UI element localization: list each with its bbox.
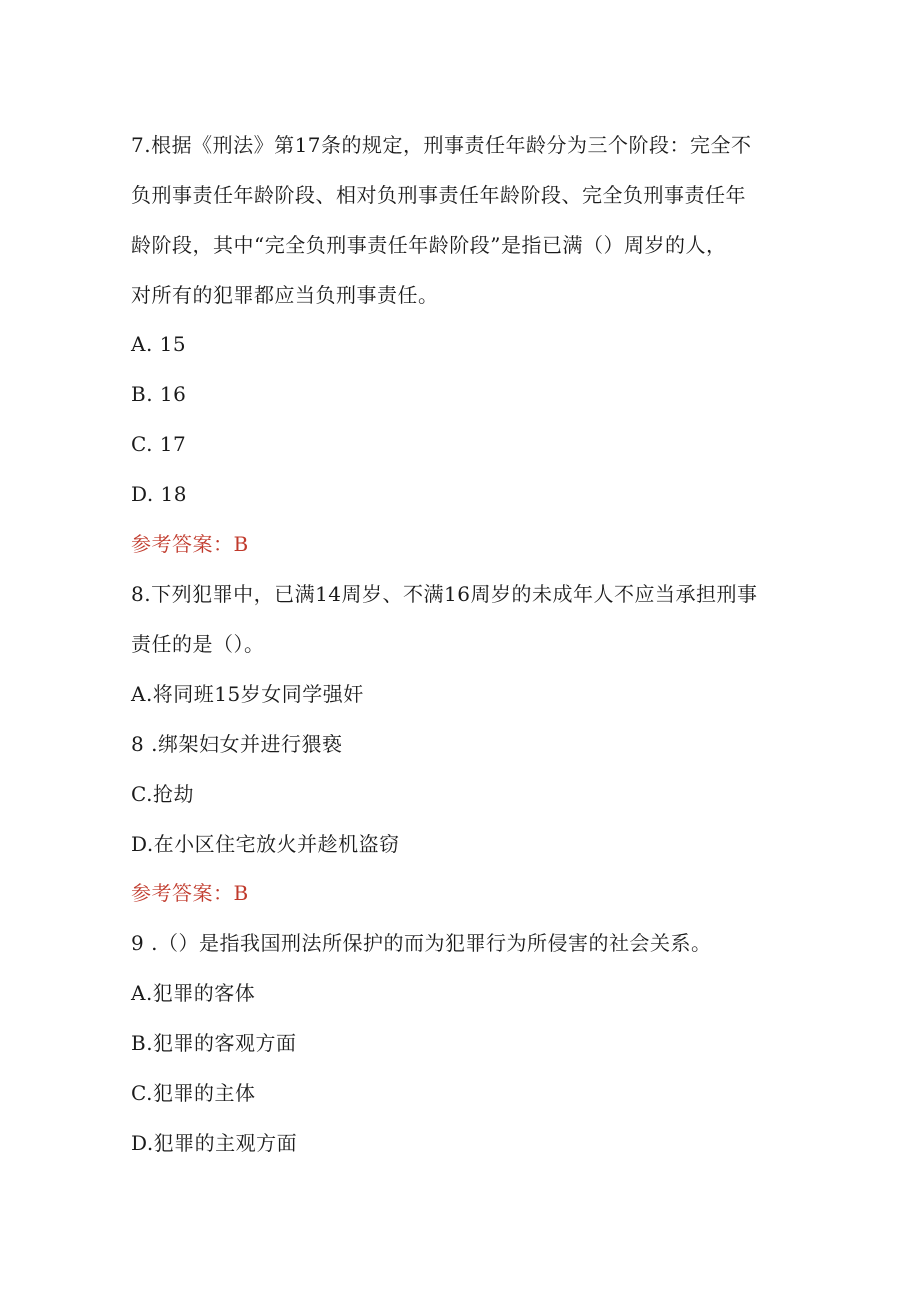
question-7-stem-line-1: 7.根据《刑法》第17条的规定，刑事责任年龄分为三个阶段：完全不 — [131, 133, 752, 157]
question-8-stem-line-2: 责任的是（）。 — [131, 632, 265, 656]
question-7-answer: 参考答案：B — [131, 532, 249, 556]
question-7-option-b: B. 16 — [131, 382, 187, 406]
question-9-option-a: A.犯罪的客体 — [131, 981, 256, 1005]
question-7-stem-line-2: 负刑事责任年龄阶段、相对负刑事责任年龄阶段、完全负刑事责任年 — [131, 183, 746, 207]
question-8-option-a: A.将同班15岁女同学强奸 — [131, 682, 364, 706]
question-9-option-c: C.犯罪的主体 — [131, 1081, 256, 1105]
question-7-option-a: A. 15 — [131, 332, 187, 356]
question-9-option-b: B.犯罪的客观方面 — [131, 1031, 297, 1055]
question-7-option-c: C. 17 — [131, 432, 187, 456]
question-7-stem-line-4: 对所有的犯罪都应当负刑事责任。 — [131, 283, 439, 307]
question-8-answer: 参考答案：B — [131, 881, 249, 905]
question-8-option-d: D.在小区住宅放火并趁机盗窃 — [131, 832, 400, 856]
question-9-stem-line-1: 9 .（）是指我国刑法所保护的而为犯罪行为所侵害的社会关系。 — [131, 931, 712, 955]
question-7-option-d: D. 18 — [131, 482, 187, 506]
question-7-stem-line-3: 龄阶段，其中“完全负刑事责任年龄阶段”是指已满（）周岁的人， — [131, 233, 727, 257]
question-8-option-c: C.抢劫 — [131, 782, 194, 806]
question-8-stem-line-1: 8.下列犯罪中，已满14周岁、不满16周岁的未成年人不应当承担刑事 — [131, 582, 758, 606]
question-9-option-d: D.犯罪的主观方面 — [131, 1131, 298, 1155]
question-8-option-b: 8 .绑架妇女并进行猥亵 — [131, 732, 343, 756]
